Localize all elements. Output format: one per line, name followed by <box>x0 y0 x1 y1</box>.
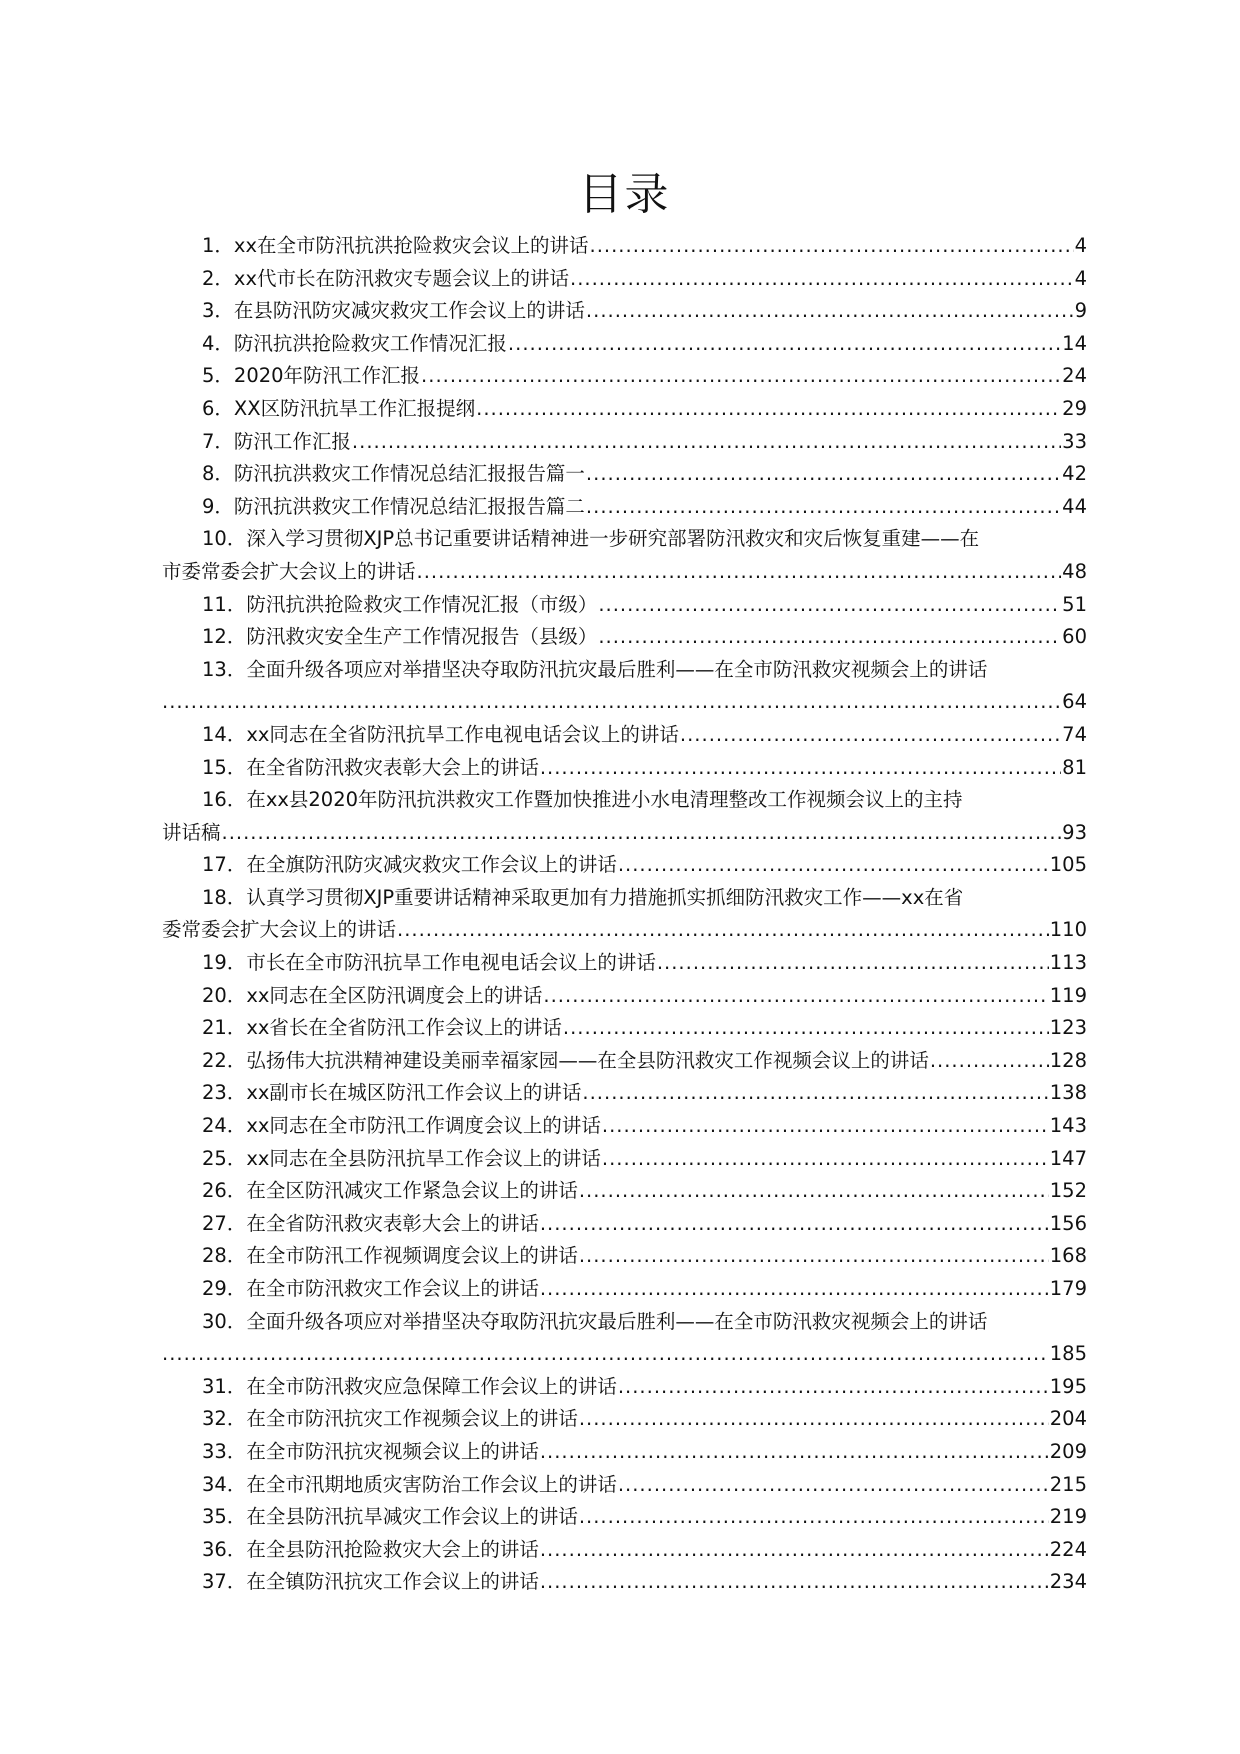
toc-entry[interactable] <box>162 980 1087 1013</box>
toc-entry-title: 讲话稿 <box>162 820 221 844</box>
toc-leader-dots <box>618 1371 1049 1404</box>
toc-entry-title-line: 13．全面升级各项应对举措坚决夺取防汛抗灾最后胜利——在全市防汛救灾视频会上的讲话 <box>202 657 988 681</box>
toc-page-number: 219 <box>1049 1505 1087 1529</box>
toc-leader-dots <box>582 1077 1048 1110</box>
toc-entry-title: 4．防汛抗洪抢险救灾工作情况汇报 <box>202 331 507 355</box>
toc-entry-title: 36．在全县防汛抢险救灾大会上的讲话 <box>202 1537 539 1561</box>
toc-leader-dots <box>397 914 1049 947</box>
toc-entry[interactable] <box>162 1045 1087 1078</box>
toc-leader-dots <box>540 1566 1049 1599</box>
toc-entry[interactable] <box>162 1077 1087 1110</box>
toc-entry[interactable] <box>162 1501 1087 1534</box>
toc-leader-dots <box>586 491 1061 524</box>
toc-entry-title: 15．在全省防汛救灾表彰大会上的讲话 <box>202 755 539 779</box>
toc-page-number: 209 <box>1049 1439 1087 1463</box>
toc-page-number: 4 <box>1074 266 1087 290</box>
toc-leader-dots <box>590 230 1074 263</box>
toc-leader-dots <box>540 1208 1049 1241</box>
toc-entry[interactable] <box>162 784 1087 849</box>
toc-entry-title: 33．在全市防汛抗灾视频会议上的讲话 <box>202 1439 539 1463</box>
toc-leader-dots <box>570 263 1074 296</box>
toc-entry[interactable] <box>162 654 1087 719</box>
toc-page-number: 33 <box>1062 429 1087 453</box>
toc-entry-title: 32．在全市防汛抗灾工作视频会议上的讲话 <box>202 1407 578 1431</box>
toc-entry-title-line: 30．全面升级各项应对举措坚决夺取防汛抗灾最后胜利——在全市防汛救灾视频会上的讲话 <box>202 1309 988 1333</box>
toc-page-number: 138 <box>1049 1081 1087 1105</box>
toc-entry[interactable] <box>162 328 1087 361</box>
toc-entry[interactable] <box>162 882 1087 947</box>
toc-entry[interactable] <box>162 360 1087 393</box>
toc-entry[interactable] <box>162 523 1087 588</box>
toc-leader-dots <box>421 360 1061 393</box>
toc-entry-title: 3．在县防汛防灾减灾救灾工作会议上的讲话 <box>202 299 585 323</box>
toc-entry-title: 12．防汛救灾安全生产工作情况报告（县级） <box>202 625 598 649</box>
toc-leader-dots <box>586 458 1061 491</box>
toc-page-number: 48 <box>1062 559 1087 583</box>
toc-entry-title: 22．弘扬伟大抗洪精神建设美丽幸福家园——在全县防汛救灾工作视频会议上的讲话 <box>202 1048 929 1072</box>
toc-entry-title: 17．在全旗防汛防灾减灾救灾工作会议上的讲话 <box>202 853 617 877</box>
toc-page-number: 14 <box>1062 331 1087 355</box>
toc-page-number: 152 <box>1049 1179 1087 1203</box>
toc-entry-title: 8．防汛抗洪救灾工作情况总结汇报报告篇一 <box>202 462 585 486</box>
toc-entry[interactable] <box>162 1240 1087 1273</box>
toc-entry[interactable] <box>162 1403 1087 1436</box>
toc-entry[interactable] <box>162 1012 1087 1045</box>
toc-leader-dots <box>657 947 1049 980</box>
toc-entry-title: 20．xx同志在全区防汛调度会上的讲话 <box>202 983 543 1007</box>
toc-leader-dots <box>598 589 1061 622</box>
toc-leader-dots <box>352 426 1061 459</box>
toc-page-number: 105 <box>1049 853 1087 877</box>
toc-page-number: 234 <box>1049 1570 1087 1594</box>
toc-entry-title: 28．在全市防汛工作视频调度会议上的讲话 <box>202 1244 578 1268</box>
toc-page-number: 215 <box>1049 1472 1087 1496</box>
toc-leader-dots <box>598 621 1061 654</box>
table-of-contents <box>162 230 1087 1599</box>
toc-entry[interactable] <box>162 849 1087 882</box>
toc-entry-title: 5．2020年防汛工作汇报 <box>202 364 421 388</box>
toc-entry-title: 1．xx在全市防汛抗洪抢险救灾会议上的讲话 <box>202 234 589 257</box>
toc-leader-dots <box>476 393 1061 426</box>
toc-leader-dots <box>543 980 1048 1013</box>
toc-page-number: 42 <box>1062 462 1087 486</box>
toc-entry[interactable] <box>162 1143 1087 1176</box>
toc-page-number: 9 <box>1074 299 1087 323</box>
toc-entry-title: 19．市长在全市防汛抗旱工作电视电话会议上的讲话 <box>202 951 656 975</box>
toc-entry-title: 24．xx同志在全市防汛工作调度会议上的讲话 <box>202 1114 601 1138</box>
toc-entry[interactable] <box>162 230 1087 263</box>
toc-entry[interactable] <box>162 1469 1087 1502</box>
toc-leader-dots <box>508 328 1061 361</box>
toc-page-number: 24 <box>1062 364 1087 388</box>
toc-entry[interactable] <box>162 393 1087 426</box>
toc-page-number: 29 <box>1062 396 1087 420</box>
toc-page-number: 93 <box>1062 820 1087 844</box>
toc-entry[interactable] <box>162 1306 1087 1371</box>
toc-page-number: 147 <box>1049 1146 1087 1170</box>
toc-page-number: 4 <box>1074 234 1087 257</box>
toc-entry-title: 23．xx副市长在城区防汛工作会议上的讲话 <box>202 1081 582 1105</box>
toc-leader-dots <box>680 719 1061 752</box>
toc-leader-dots <box>563 1012 1049 1045</box>
toc-leader-dots <box>540 752 1061 785</box>
toc-entry-title-line: 10．深入学习贯彻XJP总书记重要讲话精神进一步研究部署防汛救灾和灾后恢复重建——在 <box>202 527 980 551</box>
toc-page-number: 156 <box>1049 1211 1087 1235</box>
toc-entry[interactable] <box>162 426 1087 459</box>
toc-leader-dots <box>602 1110 1049 1143</box>
toc-leader-dots <box>540 1534 1049 1567</box>
toc-page-number: 110 <box>1049 918 1087 942</box>
toc-entry-title: 37．在全镇防汛抗灾工作会议上的讲话 <box>202 1570 539 1594</box>
toc-entry-title: 26．在全区防汛减灾工作紧急会议上的讲话 <box>202 1179 578 1203</box>
toc-entry[interactable] <box>162 1436 1087 1469</box>
toc-entry-title: 14．xx同志在全省防汛抗旱工作电视电话会议上的讲话 <box>202 722 679 746</box>
toc-page-number: 119 <box>1049 983 1087 1007</box>
toc-entry-title: 25．xx同志在全县防汛抗旱工作会议上的讲话 <box>202 1146 601 1170</box>
toc-leader-dots <box>579 1501 1049 1534</box>
toc-entry[interactable] <box>162 263 1087 296</box>
toc-leader-dots <box>579 1403 1049 1436</box>
toc-entry-title: 31．在全市防汛救灾应急保障工作会议上的讲话 <box>202 1374 617 1398</box>
toc-leader-dots <box>162 686 1061 719</box>
toc-leader-dots <box>618 1469 1049 1502</box>
toc-entry-title: 29．在全市防汛救灾工作会议上的讲话 <box>202 1277 539 1300</box>
toc-entry[interactable] <box>162 621 1087 654</box>
toc-entry-title: 2．xx代市长在防汛救灾专题会议上的讲话 <box>202 266 569 290</box>
toc-page-number: 51 <box>1062 592 1087 616</box>
toc-entry[interactable] <box>162 458 1087 491</box>
toc-entry[interactable] <box>162 491 1087 524</box>
toc-page <box>162 160 1087 1599</box>
toc-entry[interactable] <box>162 1566 1087 1599</box>
toc-page-number: 224 <box>1049 1537 1087 1561</box>
toc-page-number: 44 <box>1062 494 1087 518</box>
toc-page-number: 143 <box>1049 1114 1087 1138</box>
toc-entry[interactable] <box>162 1273 1087 1306</box>
toc-leader-dots <box>579 1175 1049 1208</box>
toc-page-number: 168 <box>1049 1244 1087 1268</box>
toc-leader-dots <box>586 295 1074 328</box>
toc-page-number: 60 <box>1062 625 1087 649</box>
toc-entry-title: 委常委会扩大会议上的讲话 <box>162 918 397 942</box>
toc-leader-dots <box>602 1143 1049 1176</box>
toc-entry-title: 35．在全县防汛抗旱减灾工作会议上的讲话 <box>202 1505 578 1529</box>
toc-entry[interactable] <box>162 719 1087 752</box>
toc-page-number: 74 <box>1062 722 1087 746</box>
toc-leader-dots <box>579 1240 1049 1273</box>
toc-page-number: 204 <box>1049 1407 1087 1431</box>
toc-entry[interactable] <box>162 1534 1087 1567</box>
toc-entry[interactable] <box>162 752 1087 785</box>
toc-page-number: 195 <box>1049 1374 1087 1398</box>
toc-entry[interactable] <box>162 1371 1087 1404</box>
toc-leader-dots <box>540 1273 1049 1306</box>
toc-leader-dots <box>618 849 1049 882</box>
toc-entry-title: 11．防汛抗洪抢险救灾工作情况汇报（市级） <box>202 592 598 616</box>
toc-page-number: 185 <box>1049 1342 1087 1366</box>
toc-entry-title: 6．XX区防汛抗旱工作汇报提纲 <box>202 396 476 420</box>
toc-leader-dots <box>162 1338 1049 1371</box>
toc-page-number: 128 <box>1049 1048 1087 1072</box>
toc-entry-title: 21．xx省长在全省防汛工作会议上的讲话 <box>202 1016 562 1040</box>
toc-entry-title: 27．在全省防汛救灾表彰大会上的讲话 <box>202 1211 539 1235</box>
toc-leader-dots <box>417 556 1062 589</box>
toc-leader-dots <box>540 1436 1049 1469</box>
toc-page-number: 81 <box>1062 755 1087 779</box>
toc-entry[interactable] <box>162 1175 1087 1208</box>
toc-entry[interactable] <box>162 589 1087 622</box>
toc-leader-dots <box>222 817 1062 850</box>
toc-entry-title: 市委常委会扩大会议上的讲话 <box>162 559 416 583</box>
page-title: 目录 <box>578 169 671 220</box>
toc-page-number: 64 <box>1062 690 1087 714</box>
toc-entry-title-line: 18．认真学习贯彻XJP重要讲话精神采取更加有力措施抓实抓细防汛救灾工作——xx在省 <box>202 885 964 909</box>
toc-entry[interactable] <box>162 1208 1087 1241</box>
toc-page-number: 123 <box>1049 1016 1087 1040</box>
toc-entry-title-line: 16．在xx县2020年防汛抗洪救灾工作暨加快推进小水电清理整改工作视频会议上的主持 <box>202 788 963 812</box>
toc-page-number: 179 <box>1049 1277 1087 1300</box>
toc-leader-dots <box>930 1045 1049 1078</box>
toc-entry-title: 7．防汛工作汇报 <box>202 429 351 453</box>
toc-entry-title: 34．在全市汛期地质灾害防治工作会议上的讲话 <box>202 1472 617 1496</box>
toc-entry[interactable] <box>162 947 1087 980</box>
toc-entry-title: 9．防汛抗洪救灾工作情况总结汇报报告篇二 <box>202 494 585 518</box>
toc-page-number: 113 <box>1049 951 1087 975</box>
toc-entry[interactable] <box>162 1110 1087 1143</box>
toc-entry[interactable] <box>162 295 1087 328</box>
